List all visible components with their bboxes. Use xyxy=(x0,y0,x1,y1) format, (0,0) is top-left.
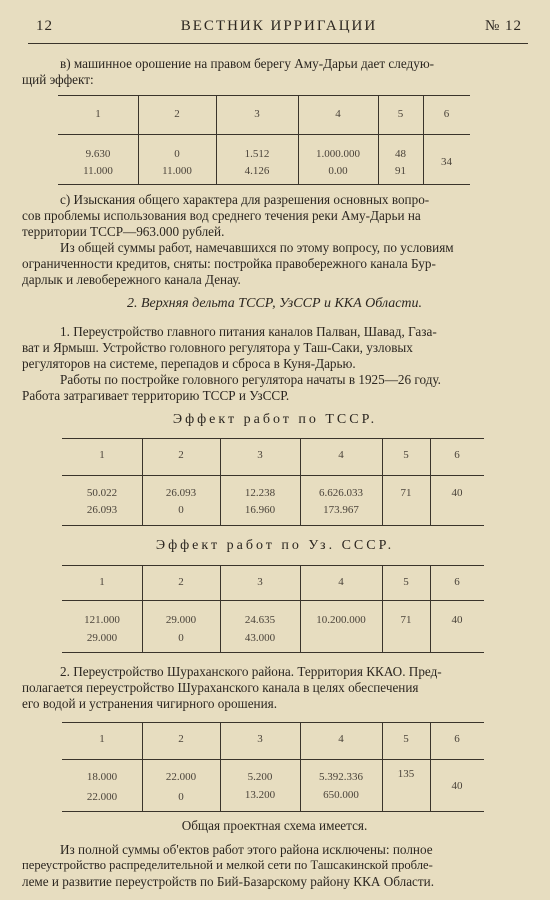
table-1-cell: 1.000.000 xyxy=(316,148,360,160)
paragraph-b-line1: в) машинное орошение на правом берегу Аму-Дарьи дает следую- xyxy=(60,56,435,71)
paragraph-c-line6: дарлык и левобережного канала Денау. xyxy=(22,272,241,287)
table-2-header-5: 5 xyxy=(403,449,409,461)
paragraph-1-line1: 1. Переустройство главного питания каналов Палван, Шавад, Газа- xyxy=(60,324,437,339)
table-1-cell: 48 xyxy=(395,148,406,160)
paragraph-end-line2: переустройство распределительной и мелкой сети по Ташсакинской пробле- xyxy=(22,858,433,872)
table-2-header-2: 2 xyxy=(178,449,184,461)
table-2 xyxy=(62,438,484,526)
table-3-header-6: 6 xyxy=(454,576,460,588)
table-4-cell: 40 xyxy=(451,780,463,792)
table-1-cell: 11.000 xyxy=(162,165,192,177)
section-2-title: 2. Верхняя дельта ТССР, УзССР и ККА Области. xyxy=(126,296,423,311)
paragraph-c-line2: сов проблемы использования вод среднего течения реки Аму-Дарьи на xyxy=(22,208,421,223)
table-1-cell: 0.00 xyxy=(328,165,348,177)
table-2-cell: 71 xyxy=(400,487,412,499)
table-2-cell: 16.960 xyxy=(244,504,276,516)
table-1-cell: 0 xyxy=(174,148,180,160)
table-4-cell: 22.000 xyxy=(86,791,118,803)
table-3-cell: 43.000 xyxy=(244,632,276,644)
table-2-header-6: 6 xyxy=(454,449,460,461)
table-1-header-3: 3 xyxy=(254,108,260,120)
page-number: 12 xyxy=(36,18,53,34)
paragraph-1-line4: Работы по постройке головного регулятора начаты в 1925—26 году. xyxy=(60,372,441,387)
table-3-cell: 24.635 xyxy=(244,614,276,626)
table-2-header-1: 1 xyxy=(99,449,105,461)
issue-number: № 12 xyxy=(484,18,522,34)
table-1-header-5: 5 xyxy=(397,108,404,120)
table-1-cell: 4.126 xyxy=(244,165,270,177)
table-2-cell: 12.238 xyxy=(244,487,276,499)
table-1 xyxy=(58,95,470,185)
table-3-cell: 0 xyxy=(178,632,184,644)
table-3-cell: 10.200.000 xyxy=(316,614,366,626)
table-1-header-6: 6 xyxy=(443,108,450,120)
caption-scheme: Общая проектная схема имеется. xyxy=(181,818,368,833)
table-3-header-4: 4 xyxy=(338,576,344,588)
paragraph-end-line3: леме и развитие переустройств по Бий-Базарскому району ККА Области. xyxy=(22,874,435,889)
table-2-header-4: 4 xyxy=(338,449,344,461)
table-4-cell: 18.000 xyxy=(86,771,118,783)
table-1-cell: 34 xyxy=(441,156,452,168)
table-3-header-1: 1 xyxy=(99,576,105,588)
page-header xyxy=(36,18,522,40)
table-4-header-4: 4 xyxy=(338,733,344,745)
table-2-cell: 26.093 xyxy=(86,504,118,516)
table-3 xyxy=(62,565,484,653)
paragraph-2-line2: полагается переустройство Шураханского канала в целях обеспечения xyxy=(22,680,419,695)
table-2-cell: 40 xyxy=(451,487,463,499)
paragraph-c-line3: территории ТССР—963.000 рублей. xyxy=(22,224,225,239)
caption-uzssr: Эффект работ по Уз. СССР. xyxy=(155,538,395,553)
table-1-header-2: 2 xyxy=(174,108,180,120)
journal-title: ВЕСТНИК ИРРИГАЦИИ xyxy=(180,18,378,34)
table-3-cell: 71 xyxy=(400,614,412,626)
paragraph-2-line3: его водой и устранения чигирного орошения. xyxy=(22,696,278,711)
table-3-cell: 29.000 xyxy=(86,632,118,644)
table-1-cell: 91 xyxy=(395,165,406,177)
header-rule xyxy=(28,43,528,44)
table-2-cell: 0 xyxy=(178,504,184,516)
table-1-cell: 9.630 xyxy=(85,148,111,160)
table-1-cell: 1.512 xyxy=(244,148,270,160)
table-4-header-3: 3 xyxy=(257,733,263,745)
paragraph-b-line2: щий эффект: xyxy=(22,72,94,87)
table-3-header-3: 3 xyxy=(257,576,263,588)
table-3-cell: 29.000 xyxy=(165,614,197,626)
paragraph-c-line1: с) Изыскания общего характера для разрешения основных вопро- xyxy=(60,192,430,207)
paragraph-c-line4: Из общей суммы работ, намечавшихся по этому вопросу, по условиям xyxy=(60,240,454,255)
paragraph-c-line5: ограниченности кредитов, сняты: постройка правобережного канала Бур- xyxy=(22,256,436,271)
table-3-cell: 40 xyxy=(451,614,463,626)
table-4-cell: 650.000 xyxy=(323,789,359,801)
paragraph-1-line5: Работа затрагивает территорию ТССР и УзССР. xyxy=(22,388,290,403)
paragraph-1-line3: регуляторов на системе, перепадов и сброса в Куня-Дарью. xyxy=(22,356,356,371)
table-1-header-rule xyxy=(58,134,470,135)
table-4-header-2: 2 xyxy=(178,733,184,745)
table-3-cell: 121.000 xyxy=(84,614,120,626)
table-4-cell: 5.200 xyxy=(247,771,273,783)
table-2-cell: 6.626.033 xyxy=(319,487,363,499)
table-4-cell: 0 xyxy=(178,791,184,803)
caption-tssr: Эффект работ по ТССР. xyxy=(172,412,378,427)
table-4-header-6: 6 xyxy=(454,733,460,745)
table-2-header-3: 3 xyxy=(257,449,263,461)
table-4-cell: 22.000 xyxy=(165,771,197,783)
table-1-header-4: 4 xyxy=(335,108,341,120)
table-3-header-5: 5 xyxy=(403,576,409,588)
table-4-cell: 5.392.336 xyxy=(319,771,363,783)
table-2-cell: 173.967 xyxy=(323,504,359,516)
paragraph-end-line1: Из полной суммы об'ектов работ этого района исключены: полное xyxy=(60,842,433,857)
table-2-cell: 26.093 xyxy=(165,487,197,499)
table-4-header-5: 5 xyxy=(403,733,409,745)
table-4-cell: 13.200 xyxy=(244,789,276,801)
table-1-header-1: 1 xyxy=(95,108,101,120)
table-4 xyxy=(62,722,484,812)
paragraph-2-line1: 2. Переустройство Шураханского района. Территория ККАО. Пред- xyxy=(60,664,442,679)
table-3-header-2: 2 xyxy=(178,576,184,588)
paragraph-1-line2: ват и Ярмыш. Устройство головного регулятора у Таш-Саки, узловых xyxy=(22,340,413,355)
table-1-cell: 11.000 xyxy=(83,165,113,177)
table-4-header-1: 1 xyxy=(99,733,105,745)
table-2-cell: 50.022 xyxy=(86,487,118,499)
table-4-cell: 135 xyxy=(397,768,415,780)
